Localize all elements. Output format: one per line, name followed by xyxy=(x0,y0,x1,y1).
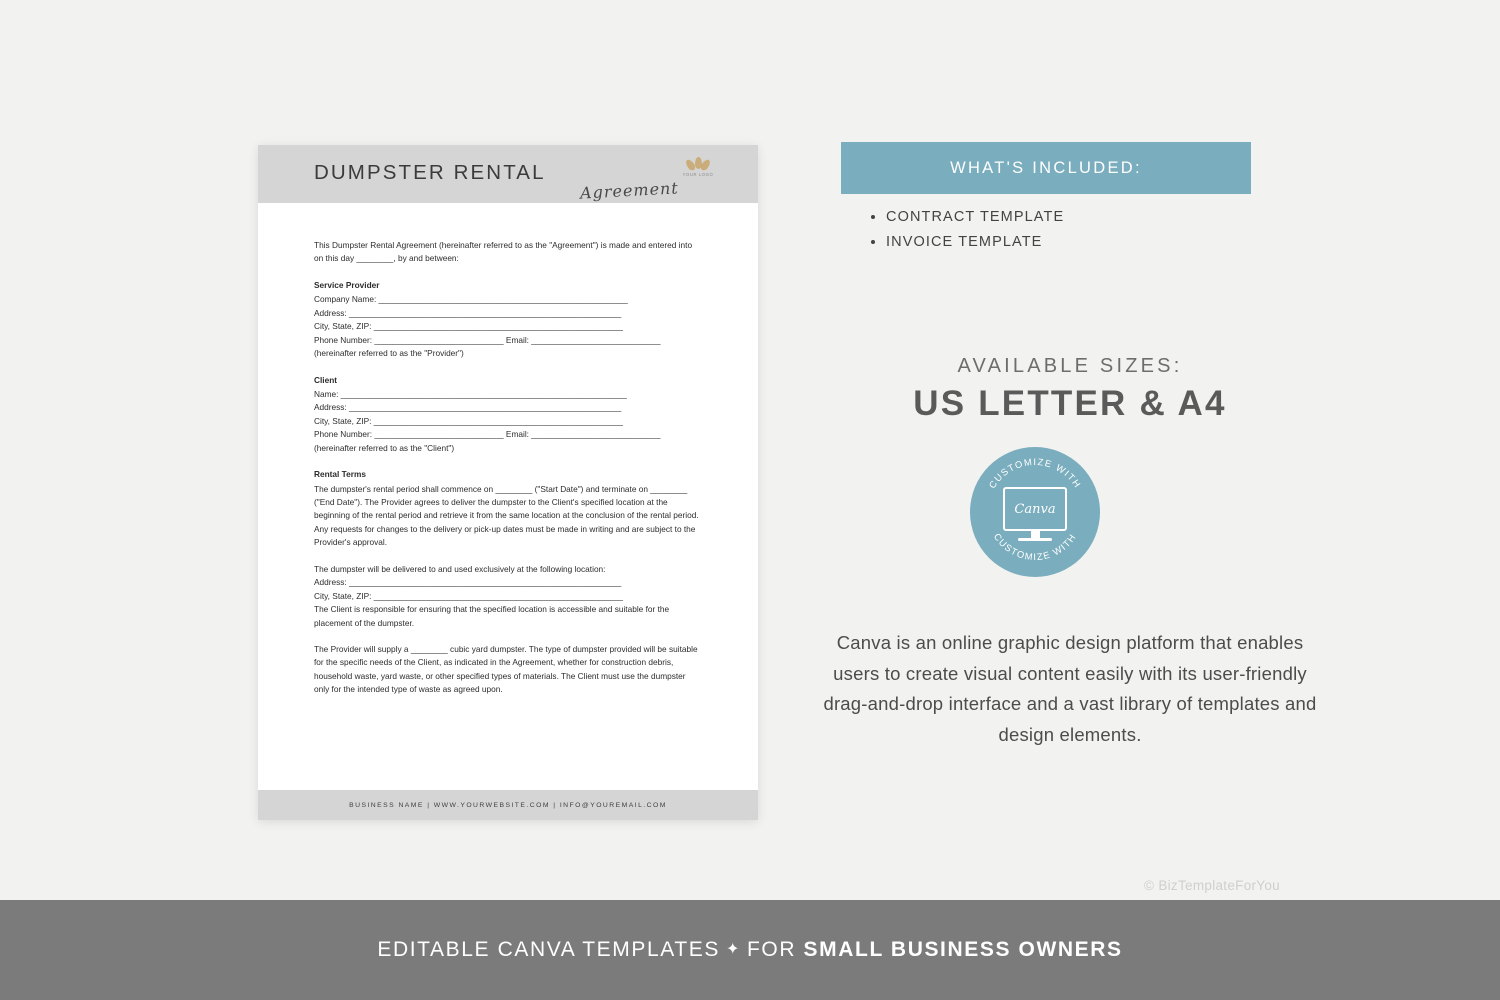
document-title: DUMPSTER RENTAL xyxy=(314,161,546,184)
bottom-text-1: EDITABLE CANVA TEMPLATES xyxy=(377,938,720,961)
service-provider-block xyxy=(314,279,702,361)
bottom-text-3: SMALL BUSINESS OWNERS xyxy=(803,938,1123,961)
canva-description: Canva is an online graphic design platform that enables users to create visual content easily with its user-friendly drag-and-drop interface and a vast library of templates and design elements. xyxy=(823,632,1317,745)
provider-field-city: City, State, ZIP: ______________________________________________________ xyxy=(314,321,623,332)
service-provider-heading: Service Provider xyxy=(314,279,380,290)
available-sizes-value: US LETTER & A4 xyxy=(913,384,1227,423)
badge-top-text: CUSTOMIZE WITH xyxy=(986,455,1084,491)
client-field-city: City, State, ZIP: ______________________________________________________ xyxy=(314,415,623,426)
provider-field-address: Address: ___________________________________________________________ xyxy=(314,307,622,318)
info-panel xyxy=(820,0,1320,900)
bottom-banner-text xyxy=(377,938,1122,962)
logo-label: YOUR LOGO xyxy=(682,172,714,177)
location-field-address: Address: ___________________________________________________________ xyxy=(314,577,622,588)
document-header xyxy=(258,145,758,203)
flower-icon xyxy=(687,157,709,171)
bottom-banner xyxy=(0,900,1500,1000)
client-field-name: Name: ______________________________________________________________ xyxy=(314,388,627,399)
rental-terms-paragraph-4: The Provider will supply a ________ cubic yard dumpster. The type of dumpster provided will be suitable for the specific needs of the Client, as indicated in the Agreement, whether for construction debris, household waste, yard waste, or other specified types of materials. The Client must use the dumpster only for the intended type of waste as agreed upon. xyxy=(314,643,698,695)
credit-text: © BizTemplateForYou xyxy=(1144,878,1280,893)
included-items-list xyxy=(862,206,1064,256)
delivery-location-block xyxy=(314,563,702,630)
logo-placeholder xyxy=(678,157,718,177)
document-subtitle: Agreement xyxy=(579,178,680,203)
document-footer: BUSINESS NAME | WWW.YOURWEBSITE.COM | INFO@YOUREMAIL.COM xyxy=(258,790,758,820)
client-field-phone-email: Phone Number: ____________________________ Email: ____________________________ xyxy=(314,429,661,440)
client-block xyxy=(314,374,702,456)
bottom-text-2: FOR xyxy=(746,938,804,961)
rental-terms-heading: Rental Terms xyxy=(314,469,366,480)
rental-terms-paragraph-1: The dumpster's rental period shall commence on ________ ("Start Date") and terminate on ________ ("End Date"). The Provider agrees to deliver the dumpster to the Client's specified location at the beginning of the rental period and retrieve it from the same location at the conclusion of the rental period. Any requests for changes to the delivery or pick-up dates must be made in writing and are subject to the Provider's approval. xyxy=(314,483,699,548)
document-body xyxy=(258,203,758,790)
rental-terms-paragraph-2: The dumpster will be delivered to and used exclusively at the following location: xyxy=(314,563,606,574)
client-field-address: Address: ___________________________________________________________ xyxy=(314,402,622,413)
available-sizes-label: AVAILABLE SIZES: xyxy=(957,355,1183,377)
provider-note: (hereinafter referred to as the "Provider") xyxy=(314,348,464,359)
provider-field-phone-email: Phone Number: ____________________________ Email: ____________________________ xyxy=(314,334,661,345)
whats-included-banner xyxy=(841,142,1251,194)
rental-terms-block xyxy=(314,468,702,550)
rental-terms-paragraph-3: The Client is responsible for ensuring that the specified location is accessible and suitable for the placement of the dumpster. xyxy=(314,604,670,628)
monitor-icon xyxy=(1003,487,1067,541)
canva-badge xyxy=(970,447,1100,577)
client-heading: Client xyxy=(314,374,338,385)
list-item: • CONTRACT TEMPLATE xyxy=(886,206,1064,230)
badge-bottom-text: CUSTOMIZE WITH xyxy=(991,531,1079,563)
canva-brand-label: Canva xyxy=(1014,501,1056,517)
location-field-city: City, State, ZIP: ______________________________________________________ xyxy=(314,590,623,601)
star-icon: ✦ xyxy=(725,941,741,958)
document-preview[interactable] xyxy=(258,145,758,820)
intro-paragraph: This Dumpster Rental Agreement (hereinafter referred to as the "Agreement") is made and entered into on this day ________, by and between: xyxy=(314,240,693,264)
whats-included-title: WHAT'S INCLUDED: xyxy=(950,158,1142,177)
provider-field-company: Company Name: ______________________________________________________ xyxy=(314,294,628,305)
dumpster-supply-block xyxy=(314,643,702,697)
client-note: (hereinafter referred to as the "Client") xyxy=(314,442,455,453)
list-item: • INVOICE TEMPLATE xyxy=(886,231,1064,255)
